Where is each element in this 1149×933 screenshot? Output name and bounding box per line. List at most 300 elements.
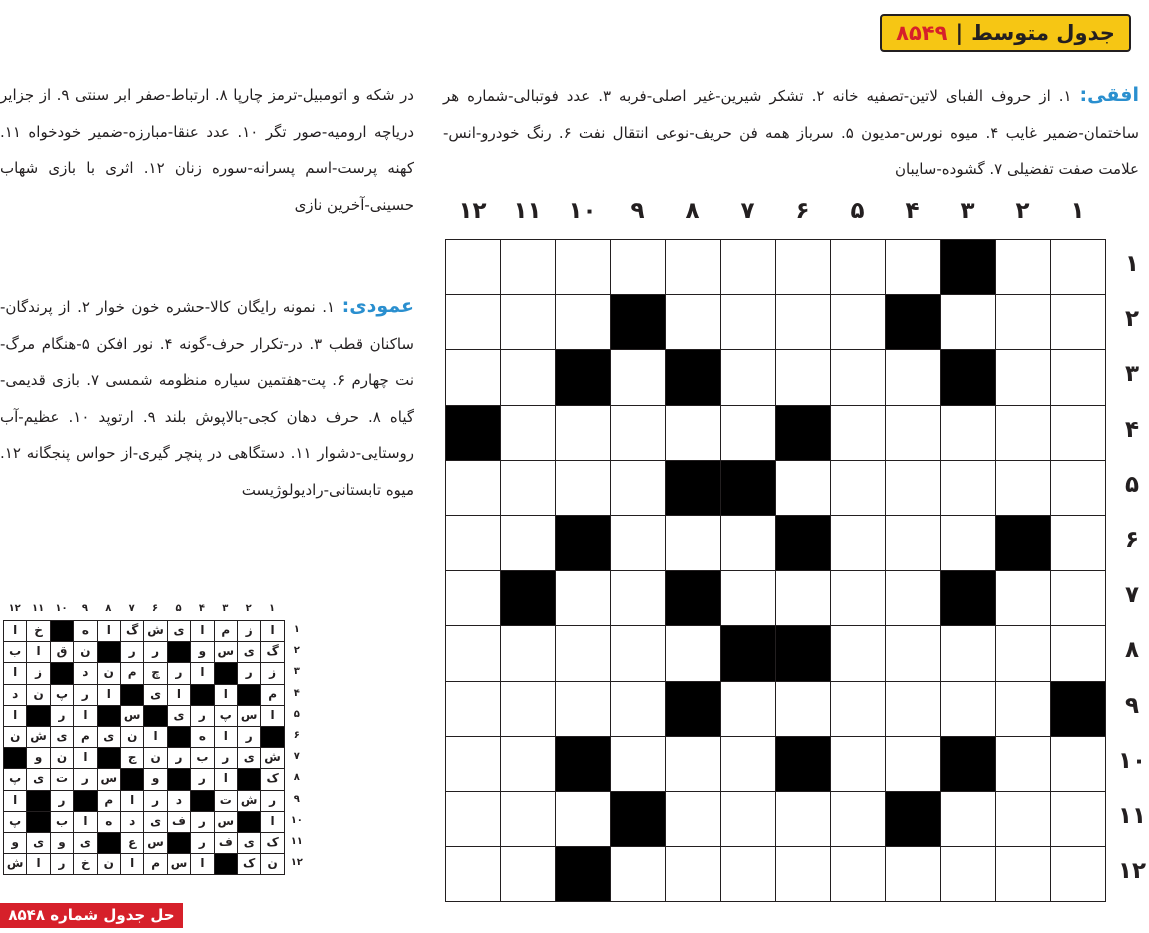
answer-cell[interactable] [445,239,501,295]
solution-row-label: ۲ [293,645,300,657]
solution-black-cell [97,832,121,854]
solution-cell: پ [214,705,238,727]
answer-cell[interactable] [830,846,886,902]
solution-cell: د [73,662,97,684]
answer-cell[interactable] [830,681,886,737]
answer-cell[interactable] [885,846,941,902]
puzzle-number: ۸۵۴۹ [896,21,948,45]
solution-cell: ر [50,705,74,727]
answer-cell[interactable] [995,625,1051,681]
row-label: ۶ [1124,527,1140,553]
solution-row-label: ۸ [293,772,300,784]
answer-cell[interactable] [995,681,1051,737]
across-clues-continued [0,77,414,223]
solution-cell: ف [214,832,238,854]
answer-cell[interactable] [445,736,501,792]
solution-cell: ب [190,747,214,769]
row-label: ۱۰ [1117,747,1147,774]
answer-cell[interactable] [1050,294,1106,350]
solution-cell: ر [120,641,144,663]
solution-cell: ن [97,853,121,875]
solution-row-label: ۱۲ [290,857,303,869]
answer-cell[interactable] [610,349,666,405]
answer-cell[interactable] [885,570,941,626]
answer-cell[interactable] [500,791,556,847]
answer-cell[interactable] [885,681,941,737]
solution-cell: ر [167,662,191,684]
answer-cell[interactable] [1050,791,1106,847]
solution-column-label: ۶ [152,603,159,614]
answer-cell[interactable] [555,460,611,516]
answer-cell[interactable] [995,736,1051,792]
black-cell [1050,681,1106,737]
row-label: ۷ [1124,582,1140,609]
across-text: ۱. از حروف الفبای لاتین-تصفیه خانه ۲. تشکر شیرین-غیر اصلی-فربه ۳. عدد فوتبالی-شماره هر ساختمان-ضمیر غایب ۴. میوه نورس-مدیون ۵. سرباز همه فن حریف-نوعی انتقال نفت ۶. رنگ خودرو-انس-علامت صفت تفضیلی ۷. گشوده-سایبان [443,87,1139,178]
across-label: افقی: [1079,84,1139,106]
solution-row-label: ۳ [293,666,300,678]
solution-cell: ش [237,790,261,812]
solution-cell: خ [26,620,50,642]
solution-cell: ر [214,747,238,769]
solution-cell: ر [237,662,261,684]
row-label: ۱۱ [1117,803,1147,829]
solution-cell: ا [214,768,238,790]
solution-cell: ا [260,705,284,727]
answer-cell[interactable] [1050,349,1106,405]
solution-cell: س [143,832,167,854]
solution-cell: ا [120,790,144,812]
answer-cell[interactable] [940,294,996,350]
solution-cell: م [97,790,121,812]
solution-cell: و [50,832,74,854]
solution-black-cell [214,662,238,684]
answer-cell[interactable] [830,736,886,792]
solution-black-cell [97,641,121,663]
solution-cell: ر [143,641,167,663]
answer-cell[interactable] [1050,570,1106,626]
solution-cell: ا [3,620,27,642]
answer-cell[interactable] [940,625,996,681]
row-label: ۱ [1124,251,1140,277]
solution-row-label: ۹ [293,793,300,805]
row-label: ۲ [1124,306,1140,333]
answer-cell[interactable] [720,791,776,847]
solution-black-cell [26,790,50,812]
column-label: ۶ [795,198,810,224]
solution-cell: و [3,832,27,854]
solution-column-label: ۱ [269,603,276,614]
answer-cell[interactable] [720,681,776,737]
answer-cell[interactable] [775,846,831,902]
answer-cell[interactable] [1050,846,1106,902]
solution-cell: ر [73,768,97,790]
answer-cell[interactable] [610,515,666,571]
title-separator: | [955,21,964,45]
answer-cell[interactable] [830,349,886,405]
black-cell [555,515,611,571]
solution-cell: ی [50,726,74,748]
solution-cell: ی [237,747,261,769]
answer-cell[interactable] [775,570,831,626]
answer-cell[interactable] [995,846,1051,902]
solution-cell: و [190,641,214,663]
solution-cell: ی [143,811,167,833]
answer-cell[interactable] [445,570,501,626]
solution-cell: ا [73,705,97,727]
answer-cell[interactable] [885,239,941,295]
black-cell [995,515,1051,571]
answer-cell[interactable] [830,791,886,847]
answer-cell[interactable] [885,460,941,516]
solution-black-cell [50,620,74,642]
column-label: ۱ [1070,198,1085,224]
solution-black-cell [167,832,191,854]
solution-cell: ا [167,684,191,706]
solution-column-label: ۱۰ [55,603,68,614]
answer-cell[interactable] [720,349,776,405]
solution-row-label: ۱۰ [290,814,303,826]
answer-cell[interactable] [1050,460,1106,516]
solution-cell: ه [190,726,214,748]
answer-cell[interactable] [610,460,666,516]
solution-cell: ی [73,832,97,854]
column-label: ۳ [960,198,975,224]
answer-cell[interactable] [500,460,556,516]
answer-cell[interactable] [995,791,1051,847]
solution-cell: ر [190,811,214,833]
solution-cell: د [3,684,27,706]
answer-cell[interactable] [775,294,831,350]
answer-cell[interactable] [830,239,886,295]
solution-cell: ر [143,790,167,812]
black-cell [720,460,776,516]
answer-cell[interactable] [500,625,556,681]
solution-column-label: ۲ [245,603,252,614]
solution-cell: س [237,705,261,727]
answer-cell[interactable] [995,239,1051,295]
solution-cell: ف [167,811,191,833]
solution-cell: ا [190,853,214,875]
answer-cell[interactable] [775,791,831,847]
solution-row-label: ۱۱ [290,836,303,847]
solution-column-label: ۳ [222,603,229,614]
answer-cell[interactable] [1050,736,1106,792]
solution-cell: ن [260,853,284,875]
solution-column-label: ۵ [175,603,182,614]
solution-column-label: ۱۱ [31,603,45,614]
answer-cell[interactable] [775,239,831,295]
answer-cell[interactable] [555,570,611,626]
answer-cell[interactable] [720,570,776,626]
solution-cell: ا [3,705,27,727]
answer-cell[interactable] [445,681,501,737]
solution-cell: ع [120,832,144,854]
solution-black-cell [190,684,214,706]
solution-cell: د [120,811,144,833]
answer-cell[interactable] [995,294,1051,350]
solution-cell: ک [260,768,284,790]
solution-black-cell [120,684,144,706]
solution-cell: پ [3,768,27,790]
solution-cell: ی [237,832,261,854]
answer-cell[interactable] [500,736,556,792]
solution-cell: ش [3,853,27,875]
answer-cell[interactable] [555,294,611,350]
answer-cell[interactable] [445,625,501,681]
black-cell [500,570,556,626]
answer-cell[interactable] [830,405,886,461]
black-cell [555,736,611,792]
answer-cell[interactable] [1050,625,1106,681]
answer-cell[interactable] [665,294,721,350]
solution-cell: س [97,768,121,790]
answer-cell[interactable] [500,681,556,737]
down-label: عمودی: [341,295,414,317]
black-cell [555,349,611,405]
answer-cell[interactable] [665,405,721,461]
answer-cell[interactable] [555,625,611,681]
column-label: ۴ [905,198,920,224]
solution-column-label: ۴ [198,603,205,614]
row-label: ۳ [1124,361,1140,388]
black-cell [665,460,721,516]
solution-cell: ی [143,684,167,706]
answer-cell[interactable] [555,239,611,295]
answer-cell[interactable] [610,681,666,737]
solution-black-cell [237,768,261,790]
solution-cell: ا [260,620,284,642]
answer-cell[interactable] [555,681,611,737]
solution-row-label: ۴ [293,687,300,699]
answer-cell[interactable] [500,405,556,461]
answer-cell[interactable] [610,736,666,792]
solution-cell: گ [260,641,284,663]
answer-cell[interactable] [940,846,996,902]
black-cell [940,736,996,792]
black-cell [555,846,611,902]
solution-cell: ر [260,790,284,812]
solution-cell: و [26,747,50,769]
solution-cell: ا [190,662,214,684]
solution-cell: م [143,853,167,875]
answer-cell[interactable] [995,570,1051,626]
solution-column-label: ۹ [81,603,88,614]
solution-row-label: ۱ [293,624,300,635]
solution-cell: ر [190,832,214,854]
answer-cell[interactable] [885,515,941,571]
row-label: ۴ [1124,416,1140,443]
black-cell [885,791,941,847]
answer-cell[interactable] [885,625,941,681]
answer-cell[interactable] [720,515,776,571]
answer-cell[interactable] [555,405,611,461]
answer-cell[interactable] [610,570,666,626]
down-clues [0,288,414,508]
answer-cell[interactable] [665,736,721,792]
across-clues [443,77,1139,188]
solution-black-cell [143,705,167,727]
solution-cell: گ [120,620,144,642]
solution-cell: ی [26,768,50,790]
solution-cell: ر [73,684,97,706]
answer-cell[interactable] [885,736,941,792]
answer-cell[interactable] [995,460,1051,516]
answer-cell[interactable] [940,681,996,737]
answer-cell[interactable] [445,791,501,847]
answer-cell[interactable] [830,294,886,350]
black-cell [885,294,941,350]
solution-cell: ن [3,726,27,748]
puzzle-title: جدول متوسط [971,21,1115,45]
answer-cell[interactable] [500,515,556,571]
solution-cell: ا [3,662,27,684]
black-cell [610,791,666,847]
solution-cell: ی [26,832,50,854]
solution-cell: ا [73,747,97,769]
solution-cell: س [214,811,238,833]
black-cell [665,349,721,405]
answer-cell[interactable] [720,294,776,350]
solution-cell: س [167,853,191,875]
column-label: ۹ [630,198,645,224]
answer-cell[interactable] [885,405,941,461]
answer-cell[interactable] [445,294,501,350]
solution-cell: ق [50,641,74,663]
answer-cell[interactable] [500,846,556,902]
solution-cell: ن [143,747,167,769]
answer-cell[interactable] [775,681,831,737]
solution-cell: ی [167,705,191,727]
column-label: ۷ [740,198,755,224]
answer-cell[interactable] [500,239,556,295]
answer-cell[interactable] [500,349,556,405]
solution-cell: ا [214,684,238,706]
answer-cell[interactable] [445,349,501,405]
answer-cell[interactable] [555,791,611,847]
answer-cell[interactable] [1050,239,1106,295]
answer-cell[interactable] [830,625,886,681]
answer-cell[interactable] [445,515,501,571]
solution-cell: ن [73,641,97,663]
solution-cell: ا [26,641,50,663]
black-cell [665,570,721,626]
solution-cell: ت [214,790,238,812]
solution-cell: ش [260,747,284,769]
solution-cell: پ [50,684,74,706]
answer-cell[interactable] [1050,515,1106,571]
solution-cell: چ [143,662,167,684]
answer-cell[interactable] [830,515,886,571]
solution-cell: ر [167,747,191,769]
row-label: ۱۲ [1117,858,1147,885]
down-text: ۱. نمونه رایگان کالا-حشره خون خوار ۲. از پرندگان-ساکنان قطب ۳. در-تکرار حرف-گونه ۴. نور افکن ۵-هنگام مرگ-نت چهارم ۶. پت-هفتمین سیاره منظومه شمسی ۷. بازی قدیمی-گیاه ۸. حرف دهان کجی-بالاپوش بلند ۹. ارتوپد ۱۰. عظیم-آب روستایی-دشوار ۱۱. دستگاهی در پنچر گیری-از حواس پنجگانه ۱۲. میوه تابستانی-رادیولوژیست [0,298,415,499]
column-label: ۵ [850,198,865,224]
solution-cell: ا [97,684,121,706]
answer-cell[interactable] [720,239,776,295]
answer-cell[interactable] [445,460,501,516]
answer-cell[interactable] [665,515,721,571]
answer-cell[interactable] [830,570,886,626]
answer-cell[interactable] [665,846,721,902]
solution-cell: ه [97,811,121,833]
answer-cell[interactable] [830,460,886,516]
solution-cell: ب [3,641,27,663]
answer-cell[interactable] [610,239,666,295]
solution-black-cell [237,811,261,833]
answer-cell[interactable] [720,736,776,792]
column-label: ۸ [685,198,700,224]
answer-cell[interactable] [610,405,666,461]
answer-cell[interactable] [610,846,666,902]
solution-cell: ز [237,620,261,642]
black-cell [720,625,776,681]
solution-cell: ی [97,726,121,748]
solution-cell: ش [143,620,167,642]
solution-cell: ی [167,620,191,642]
solution-cell: م [73,726,97,748]
answer-cell[interactable] [940,460,996,516]
solution-cell: ن [26,684,50,706]
solution-cell: د [167,790,191,812]
solution-black-cell [73,790,97,812]
solution-cell: م [214,620,238,642]
solution-black-cell [190,790,214,812]
black-cell [775,405,831,461]
solution-black-cell [26,811,50,833]
answer-cell[interactable] [1050,405,1106,461]
answer-cell[interactable] [665,625,721,681]
solution-cell: ر [50,790,74,812]
solution-cell: ز [260,662,284,684]
answer-cell[interactable] [995,349,1051,405]
column-label: ۱۰ [568,198,597,224]
answer-cell[interactable] [940,515,996,571]
puzzle-title-box [880,14,1131,52]
black-cell [775,736,831,792]
row-label: ۵ [1124,471,1140,498]
answer-cell[interactable] [665,239,721,295]
row-label: ۸ [1124,637,1140,664]
black-cell [610,294,666,350]
solution-cell: و [143,768,167,790]
solution-cell: ا [120,853,144,875]
answer-cell[interactable] [720,846,776,902]
solution-row-label: ۷ [293,751,300,763]
answer-cell[interactable] [775,460,831,516]
solution-black-cell [97,747,121,769]
solution-column-label: ۱۲ [8,603,21,614]
answer-cell[interactable] [445,846,501,902]
answer-cell[interactable] [995,405,1051,461]
black-cell [940,349,996,405]
answer-cell[interactable] [885,349,941,405]
answer-cell[interactable] [500,294,556,350]
solution-column-label: ۷ [128,603,135,614]
answer-cell[interactable] [940,405,996,461]
answer-cell[interactable] [940,791,996,847]
answer-cell[interactable] [720,405,776,461]
answer-cell[interactable] [665,791,721,847]
black-cell [445,405,501,461]
solution-black-cell [50,662,74,684]
solution-cell: ج [120,747,144,769]
answer-cell[interactable] [775,349,831,405]
solution-cell: ا [214,726,238,748]
solution-cell: ک [237,853,261,875]
answer-cell[interactable] [610,625,666,681]
solution-cell: خ [73,853,97,875]
solution-black-cell [26,705,50,727]
